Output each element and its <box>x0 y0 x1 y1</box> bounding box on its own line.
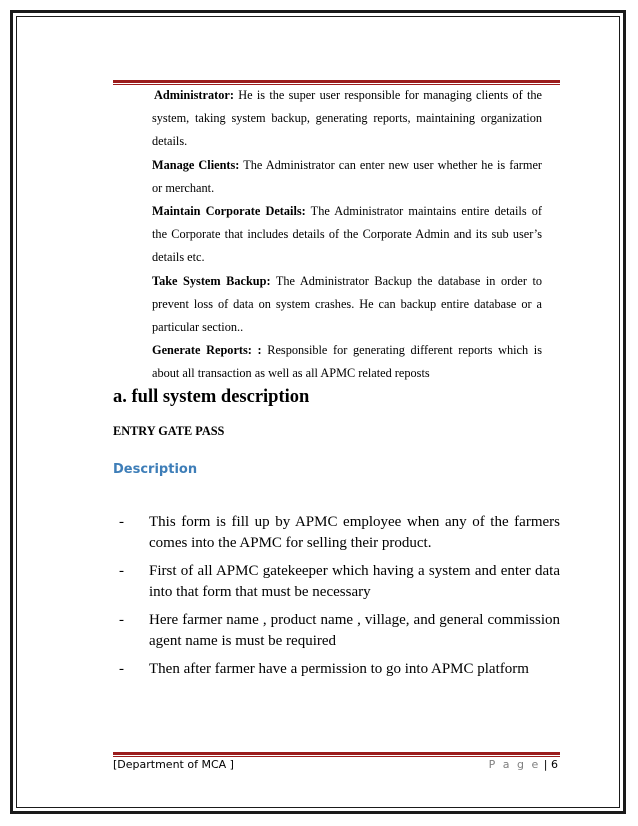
role-term: Administrator: <box>154 88 234 102</box>
page-word: P a g e <box>488 758 541 771</box>
role-item <box>152 154 542 200</box>
role-item <box>152 339 542 385</box>
list-item-text: Here farmer name , product name , village, and general commission agent name is must be required <box>149 612 560 649</box>
bullet-marker: - <box>119 514 124 530</box>
section-title: a. full system description <box>113 387 310 407</box>
role-term: Manage Clients: <box>152 157 240 172</box>
bullet-marker: - <box>119 563 124 579</box>
role-descriptions <box>152 84 542 386</box>
description-list <box>119 512 560 688</box>
role-item <box>152 200 542 270</box>
page-number: 6 <box>551 758 558 771</box>
list-item-text: First of all APMC gatekeeper which having a system and enter data into that form that must be necessary <box>149 563 560 600</box>
page-separator: | <box>540 758 551 771</box>
role-desc: The Administrator maintains entire details of the Corporate that includes details of the Corporate Admin and its sub user’s details etc. <box>152 204 542 265</box>
role-desc: The Administrator can enter new user whether he is farmer or merchant. <box>152 157 542 195</box>
role-item <box>152 270 542 340</box>
list-item <box>119 610 560 651</box>
bullet-marker: - <box>119 612 124 628</box>
list-item-text: This form is fill up by APMC employee when any of the farmers comes into the APMC for selling their product. <box>149 514 560 551</box>
role-desc: The Administrator Backup the database in order to prevent loss of data on system crashes. He can backup entire database or a particular section.. <box>152 273 543 335</box>
role-term: Maintain Corporate Details: <box>152 204 306 219</box>
subheading: ENTRY GATE PASS <box>113 424 225 438</box>
role-item <box>152 84 542 154</box>
list-item-text: Then after farmer have a permission to go into APMC platform <box>149 661 529 677</box>
list-item <box>119 659 560 680</box>
footer-page-label <box>489 758 558 771</box>
role-term: Generate Reports: : <box>152 343 262 358</box>
bullet-marker: - <box>119 661 124 677</box>
footer-department: [Department of MCA ] <box>113 758 234 771</box>
list-item <box>119 561 560 602</box>
role-desc: Responsible for generating different reports which is about all transaction as well as all APMC related reposts <box>152 343 542 381</box>
footer-rule <box>113 752 560 757</box>
list-item <box>119 512 560 553</box>
role-term: Take System Backup: <box>152 273 271 288</box>
description-heading: Description <box>113 462 198 477</box>
role-desc: He is the super user responsible for managing clients of the system, taking system backup, generating reports, maintaining organization details. <box>152 88 542 149</box>
